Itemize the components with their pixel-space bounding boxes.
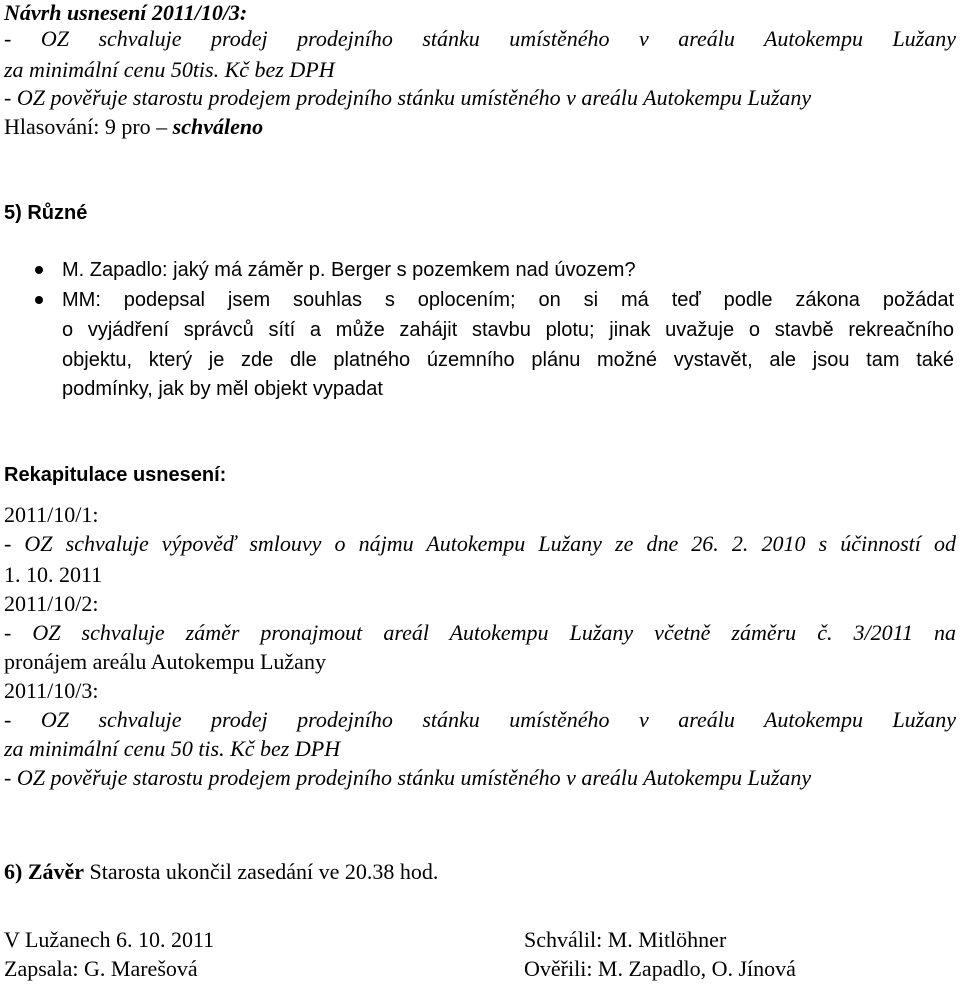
place-date: V Lužanech 6. 10. 2011 (4, 927, 215, 952)
bullet-1-text: M. Zapadlo: jaký má záměr p. Berger s pozemkem nad úvozem? (62, 259, 636, 281)
vote-prefix: Hlasování: 9 pro – (4, 114, 173, 139)
section-6-text: Starosta ukončil zasedání ve 20.38 hod. (89, 859, 439, 884)
recap-1-line-1: - OZ schvaluje výpověď smlouvy o nájmu Autokempu Lužany ze dne 26. 2. 2010 s účinností od (4, 531, 956, 556)
bullet-2-line-4: podmínky, jak by měl objekt vypadat (62, 378, 383, 400)
recap-3-line-1: - OZ schvaluje prodej prodejního stánku umístěného v areálu Autokempu Lužany (4, 707, 956, 732)
recap-3-label: 2011/10/3: (4, 678, 99, 703)
recap-1-line-2: 1. 10. 2011 (4, 562, 103, 587)
section-6-heading: 6) Závěr (4, 859, 85, 884)
verified-by: Ověřili: M. Zapadlo, O. Jínová (524, 956, 796, 981)
bullet-2-line-3: objektu, který je zde dle platného územního plánu možné vystavět, ale jsou tam také (62, 349, 954, 371)
draft-line-3: - OZ pověřuje starostu prodejem prodejního stánku umístěného v areálu Autokempu Lužany (4, 85, 812, 110)
recorded-by: Zapsala: G. Marešová (4, 956, 198, 981)
recap-2-line-1: - OZ schvaluje záměr pronajmout areál Autokempu Lužany včetně záměru č. 3/2011 na (4, 620, 956, 645)
recap-2-label: 2011/10/2: (4, 591, 99, 616)
recap-heading: Rekapitulace usnesení: (4, 464, 227, 486)
vote-result: schváleno (172, 114, 264, 139)
recap-1-label: 2011/10/1: (4, 502, 99, 527)
bullet-2-line-2: o vyjádření správců sítí a může zahájit stavbu plotu; jinak uvažuje o stavbě rekreačního (62, 319, 954, 341)
bullet-dot-icon (35, 266, 43, 274)
approved-by: Schválil: M. Mitlöhner (524, 927, 727, 952)
bullet-2-line-1: MM: podepsal jsem souhlas s oplocením; on si má teď podle zákona požádat (62, 289, 954, 311)
section-5-heading: 5) Různé (4, 202, 88, 224)
recap-3-line-2: za minimální cenu 50 tis. Kč bez DPH (4, 736, 341, 761)
section-6-line (4, 859, 956, 885)
draft-heading: Návrh usnesení 2011/10/3: (4, 0, 248, 25)
vote-line (4, 114, 956, 140)
draft-line-2: za minimální cenu 50tis. Kč bez DPH (4, 57, 335, 82)
bullet-dot-icon (35, 296, 43, 304)
recap-2-line-2: pronájem areálu Autokempu Lužany (4, 649, 326, 674)
recap-3-line-3: - OZ pověřuje starostu prodejem prodejního stánku umístěného v areálu Autokempu Lužany (4, 765, 812, 790)
draft-line-1: - OZ schvaluje prodej prodejního stánku umístěného v areálu Autokempu Lužany (4, 26, 956, 51)
